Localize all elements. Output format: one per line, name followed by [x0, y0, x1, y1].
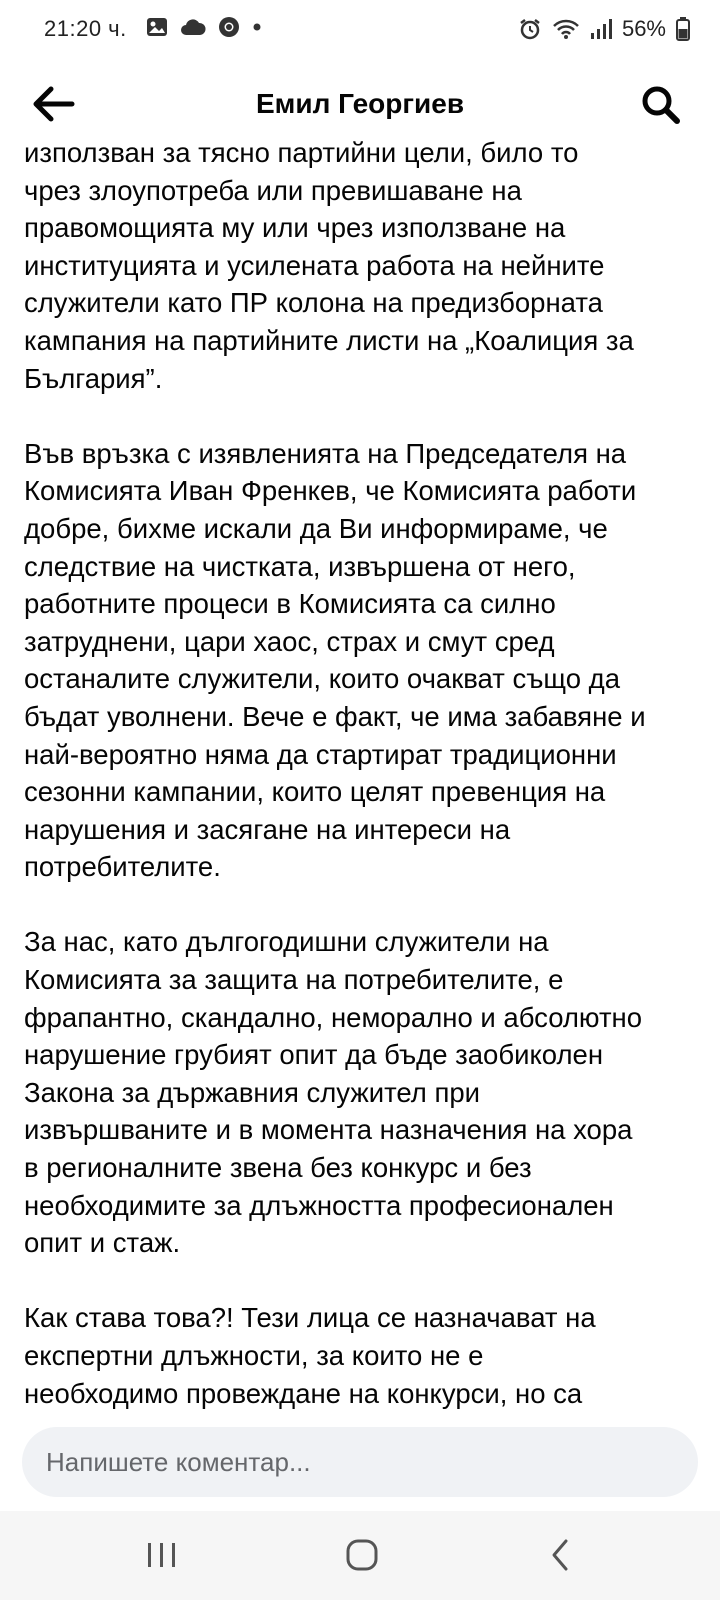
- comment-bar: [0, 1415, 720, 1511]
- system-icons: [518, 16, 690, 42]
- recent-apps-icon: [132, 1535, 192, 1575]
- post-content: [0, 132, 720, 1415]
- battery-percent: 56%: [621, 16, 666, 41]
- status-time: 21:20 ч.: [44, 16, 127, 41]
- dot-icon: [252, 22, 262, 32]
- post-paragraph: Как става това?! Тези лица се назначават на експертни длъжности, за които не е необходимо провеждане на конкурси, но са: [24, 1302, 596, 1409]
- system-nav-bar: [0, 1511, 720, 1600]
- gallery-icon: [146, 17, 168, 37]
- system-back-button[interactable]: [532, 1535, 592, 1575]
- home-button[interactable]: [332, 1535, 392, 1575]
- comment-input[interactable]: [22, 1427, 698, 1497]
- wifi-icon: [552, 18, 580, 40]
- search-button[interactable]: [640, 84, 682, 126]
- status-bar: [0, 0, 720, 58]
- back-icon: [532, 1535, 592, 1575]
- notification-icons: [146, 16, 262, 38]
- page-title: Емил Георгиев: [255, 88, 465, 119]
- recent-apps-button[interactable]: [132, 1535, 192, 1575]
- home-icon: [332, 1535, 392, 1575]
- post-paragraph: За нас, като дългогодишни служители на Комисията за защита на потребителите, е фрапантно, скандално, неморално и абсолютно нарушение грубият опит да бъде заобиколен Закона за държавния служител при извършваните и в момента назначения на хора в регионалните звена без конкурс и без необходимите за длъжността професионален опит и стаж.: [24, 926, 643, 1259]
- chrome-icon: [218, 16, 240, 38]
- search-icon: [640, 84, 682, 126]
- post-text: [24, 134, 704, 1415]
- battery-icon: [676, 17, 690, 41]
- signal-icon: [590, 18, 612, 40]
- cloud-icon: [180, 18, 206, 36]
- post-paragraph: използван за тясно партийни цели, било то чрез злоупотреба или превишаване на правомощията му или чрез използване на институцията и усилената работа на нейните служители като ПР колона на предизборната кампания на партийните листи на „Коалиция за България”.: [24, 137, 634, 394]
- post-paragraph: Във връзка с изявленията на Председателя на Комисията Иван Френкев, че Комисията работи добре, бихме искали да Ви информираме, че следствие на чистката, извършена от него, работните процеси в Комисията са силно затруднени, цари хаос, страх и смут сред останалите служители, които очакват също да бъдат уволнени. Вече е факт, че има забавяне и най-вероятно няма да стартират традиционни сезонни кампании, които целят превенция на нарушения и засягане на интереси на потребителите.: [24, 437, 646, 883]
- alarm-icon: [518, 17, 542, 41]
